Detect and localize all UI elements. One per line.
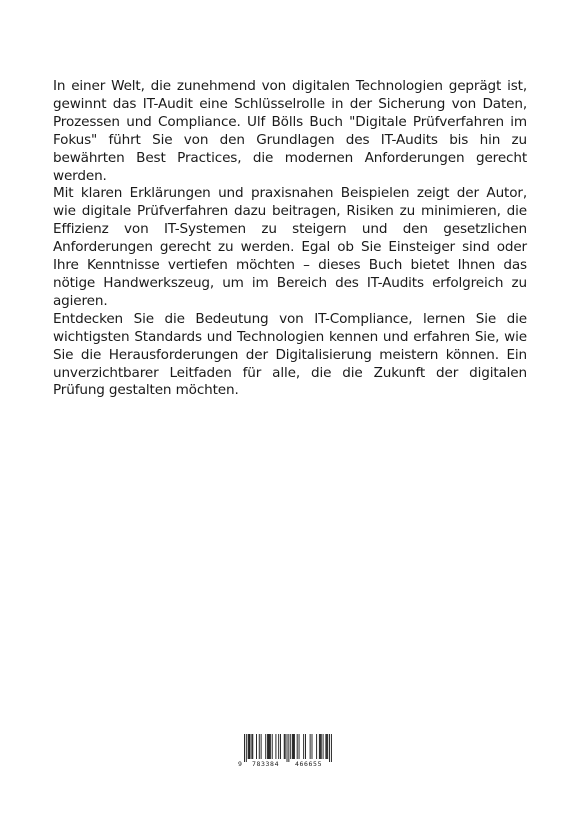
barcode-bar — [319, 734, 320, 759]
barcode-bar — [290, 734, 291, 759]
barcode-bar — [325, 734, 326, 759]
barcode-guard-bar — [329, 734, 330, 762]
blurb-paragraph-1: In einer Welt, die zunehmend von digitalen Technologien geprägt ist, gewinnt das IT-Audit eine Schlüsselrolle in der Sicherung von Daten, Prozessen und Compliance. Ulf Bölls Buch "Digitale Prüfverfahren im Fokus" führt Sie von den Grundlagen des IT-Audits bis hin zu bewährten Best Practices, die modernen Anforderungen gerecht werden. — [53, 78, 527, 184]
barcode-bar — [269, 734, 270, 759]
barcode-bar — [316, 734, 317, 759]
barcode-bar — [303, 734, 304, 759]
barcode-bar — [323, 734, 324, 759]
blurb-text — [53, 78, 527, 400]
barcode-bar — [278, 734, 279, 759]
barcode-bar — [310, 734, 311, 759]
barcode-bar — [321, 734, 322, 759]
barcode-bar — [326, 734, 327, 759]
barcode-bar — [265, 734, 266, 759]
barcode-guard-bar — [331, 734, 332, 762]
barcode-bar — [320, 734, 321, 759]
barcode-left-digits: 783384 — [252, 760, 280, 768]
barcode-bar — [280, 734, 281, 759]
barcode-bar — [250, 734, 251, 759]
barcode-guard-bar — [288, 734, 289, 762]
barcode-bar — [297, 734, 298, 759]
blurb-paragraph-2: Mit klaren Erklärungen und praxisnahen Beispielen zeigt der Autor, wie digitale Prüfverfahren dazu beitragen, Risiken zu minimieren, die Effizienz von IT-Systemen zu steigern und den gesetzlichen Anforderungen gerecht zu werden. Egal ob Sie Einsteiger sind oder Ihre Kenntnisse vertiefen möchten – dieses Buch bietet Ihnen das nötige Handwerkszeug, um im Bereich des IT-Audits erfolgreich zu agieren. — [53, 185, 527, 309]
barcode-bar — [294, 734, 295, 759]
barcode-bar — [299, 734, 300, 759]
barcode-bar — [261, 734, 262, 759]
barcode-bar — [251, 734, 252, 759]
barcode-bar — [249, 734, 250, 759]
barcode-bar — [259, 734, 260, 759]
barcode-bar — [312, 734, 313, 759]
blurb-paragraph-3: Entdecken Sie die Bedeutung von IT-Compliance, lernen Sie die wichtigsten Standards und Technologien kennen und erfahren Sie, wie Sie die Herausforderungen der Digitalisierung meistern können. Ein unverzichtbarer Leitfaden für alle, die die Zukunft der digitalen Prüfung gestalten möchten. — [53, 310, 527, 399]
isbn-barcode — [238, 734, 338, 770]
barcode-bar — [292, 734, 293, 759]
barcode-guard-bar — [244, 734, 245, 762]
barcode-guard-bar — [287, 734, 288, 762]
barcode-bar — [275, 734, 276, 759]
barcode-bar — [327, 734, 328, 759]
barcode-lead-digit: 9 — [238, 760, 242, 768]
barcode-bar — [248, 734, 249, 759]
barcode-bar — [293, 734, 294, 759]
barcode-bar — [285, 734, 286, 759]
barcode-bar — [272, 734, 273, 759]
barcode-bar — [267, 734, 268, 759]
barcode-guard-bar — [246, 734, 247, 762]
barcode-bar — [284, 734, 285, 759]
barcode-bar — [256, 734, 257, 759]
barcode-bar — [305, 734, 306, 759]
barcode-bars — [238, 734, 338, 762]
barcode-bar — [268, 734, 269, 759]
barcode-bar — [270, 734, 271, 759]
barcode-right-digits: 466655 — [295, 760, 323, 768]
barcode-bar — [252, 734, 253, 759]
